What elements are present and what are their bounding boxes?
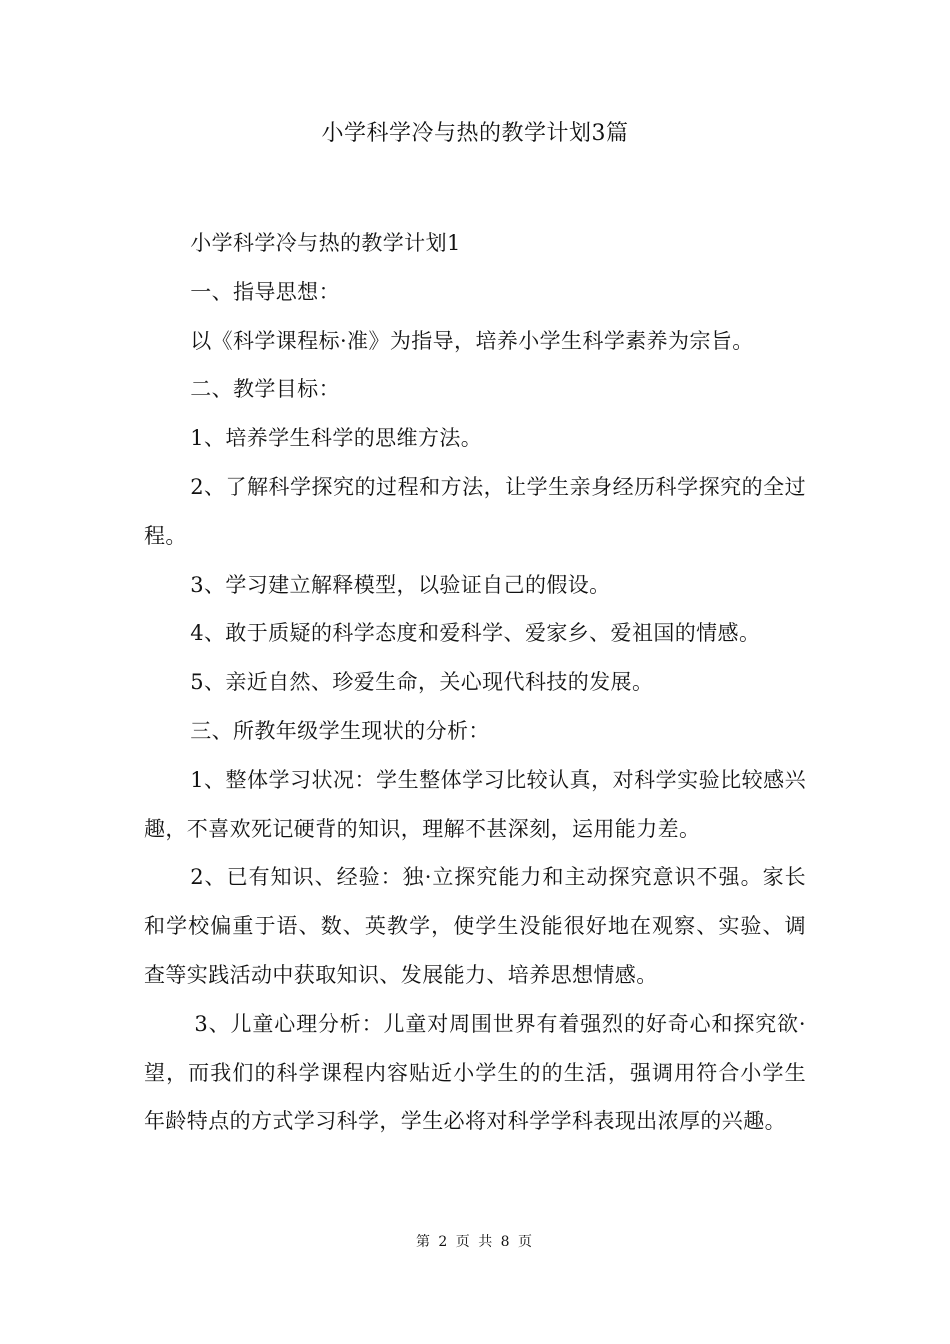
document-body [144,219,806,1146]
section-heading: 二、教学目标： [190,377,340,402]
list-item: 3、儿童心理分析：儿童对周围世界有着强烈的好奇心和探究欲·望，而我们的科学课程内容贴近小学生的的生活，强调用符合小学生年龄特点的方式学习科学，学生必将对科学学科表现出浓厚的兴趣。 [144,1011,806,1134]
list-item: 1、培养学生科学的思维方法。 [190,426,483,451]
list-item: 2、了解科学探究的过程和方法，让学生亲身经历科学探究的全过程。 [144,474,806,548]
document-title: 小学科学冷与热的教学计划3篇 [321,121,629,146]
section-heading: 小学科学冷与热的教学计划1 [190,231,461,255]
list-item: 4、敢于质疑的科学态度和爱科学、爱家乡、爱祖国的情感。 [190,621,761,646]
page-number-footer: 第 2 页 共 8 页 [415,1234,535,1250]
list-item: 3、学习建立解释模型，以验证自己的假设。 [190,572,611,597]
list-item: 1、整体学习状况：学生整体学习比较认真，对科学实验比较感兴趣，不喜欢死记硬背的知识，理解不甚深刻，运用能力差。 [144,767,806,841]
section-heading: 三、所教年级学生现状的分析： [190,718,490,743]
list-item: 5、亲近自然、珍爱生命，关心现代科技的发展。 [190,670,654,695]
section-heading: 一、指导思想： [190,279,340,304]
list-item: 2、已有知识、经验：独·立探究能力和主动探究意识不强。家长和学校偏重于语、数、英教学，使学生没能很好地在观察、实验、调查等实践活动中获取知识、发展能力、培养思想情感。 [144,865,806,987]
paragraph: 以《科学课程标·准》为指导，培养小学生科学素养为宗旨。 [190,328,754,353]
